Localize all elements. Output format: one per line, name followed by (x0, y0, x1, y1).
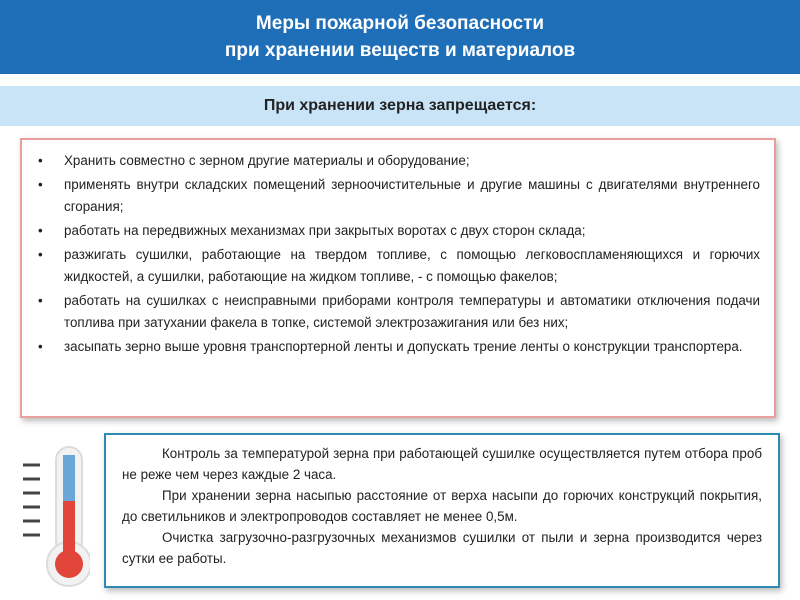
bullet-icon: • (38, 339, 43, 354)
note-paragraph: При хранении зерна насыпью расстояние от верха насыпи до горючих конструкций покрытия, до светильников и электропроводов составляет не менее 0,5м. (122, 488, 762, 524)
bullet-icon: • (38, 177, 43, 192)
list-item (38, 244, 760, 288)
page-header (0, 0, 800, 74)
note-paragraph: Контроль за температурой зерна при работающей сушилке осуществляется путем отбора проб не реже чем через каждые 2 часа. (122, 446, 762, 482)
list-item-text: применять внутри складских помещений зерноочистительные и другие машины с двигателями внутреннего сгорания; (64, 177, 760, 214)
prohibitions-box (20, 138, 776, 418)
list-item (38, 174, 760, 218)
list-item-text: разжигать сушилки, работающие на твердом топливе, с помощью легковоспламеняющихся и горючих жидкостей, а сушилки, работающие на жидком топливе, - с помощью факелов; (64, 247, 760, 284)
bullet-icon: • (38, 153, 43, 168)
bullet-icon: • (38, 293, 43, 308)
page-title-line-2: при хранении веществ и материалов (224, 40, 576, 61)
bullet-icon: • (38, 223, 43, 238)
thermometer-icon (20, 443, 90, 593)
list-item (38, 336, 760, 358)
list-item (38, 220, 760, 242)
bullet-icon: • (38, 247, 43, 262)
notes-box (104, 433, 780, 588)
list-item-text: засыпать зерно выше уровня транспортерной ленты и допускать трение ленты о конструкции транспортера. (64, 339, 743, 354)
list-item (38, 150, 760, 172)
section-heading: При хранении зерна запрещается: (0, 86, 800, 126)
page-title-line-1: Меры пожарной безопасности (255, 13, 545, 34)
list-item-text: Хранить совместно с зерном другие материалы и оборудование; (64, 153, 470, 168)
list-item-text: работать на сушилках с неисправными приборами контроля температуры и автоматики отключения подачи топлива при затухании факела в топке, системой электрозажигания или без них; (64, 293, 760, 330)
list-item-text: работать на передвижных механизмах при закрытых воротах с двух сторон склада; (64, 223, 586, 238)
note-paragraph: Очистка загрузочно-разгрузочных механизмов сушилки от пыли и зерна производится через сутки ее работы. (122, 530, 762, 566)
prohibitions-list (38, 150, 760, 358)
list-item (38, 290, 760, 334)
